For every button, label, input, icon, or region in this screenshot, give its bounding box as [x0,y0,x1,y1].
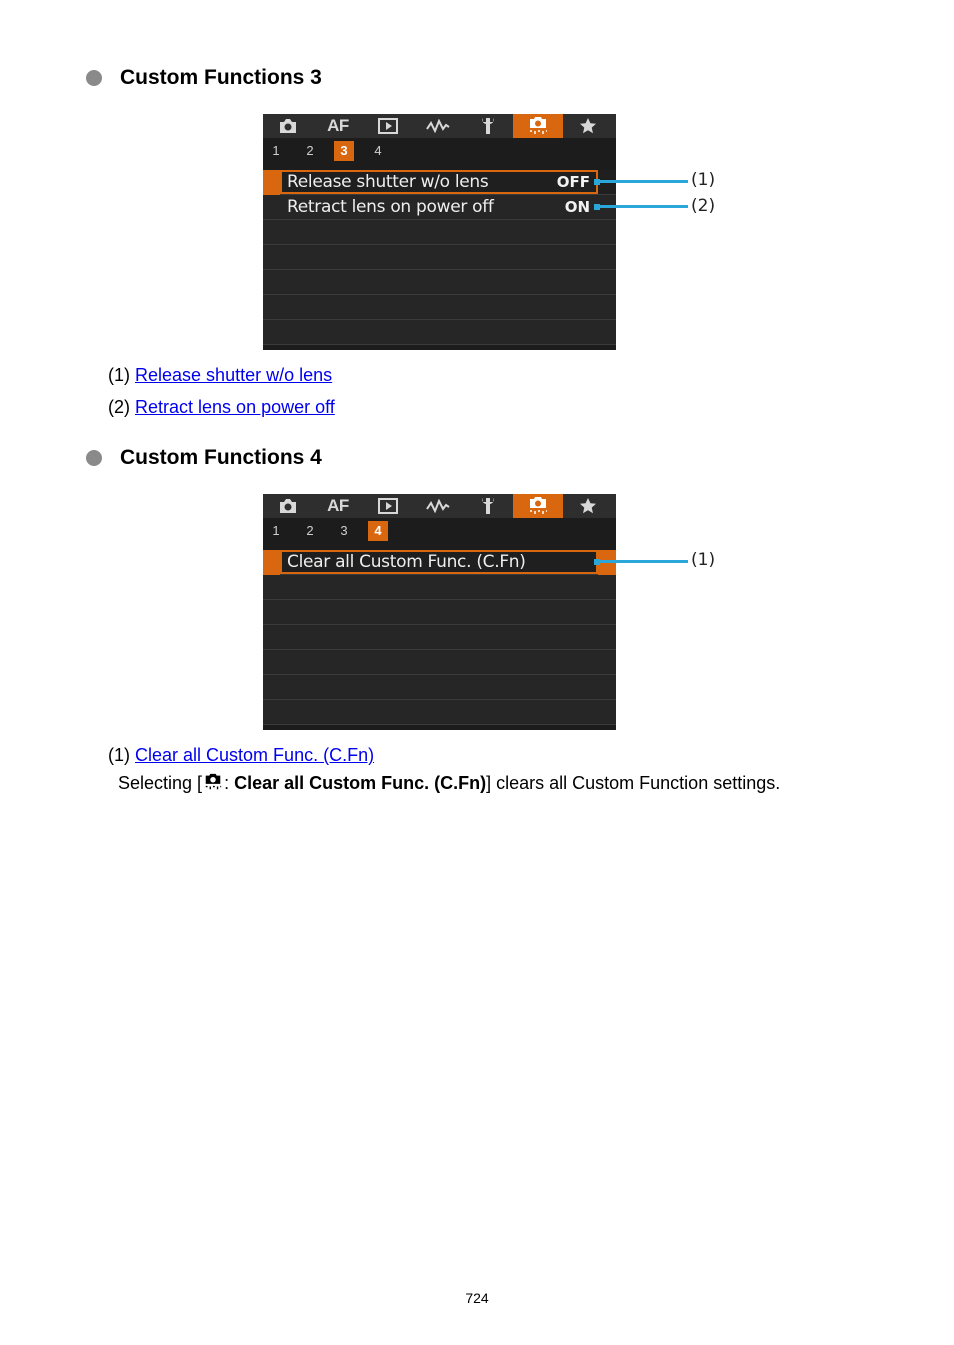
reference-number: (1) [108,365,130,385]
tab-wireless[interactable] [413,114,463,138]
menu-item-empty [263,220,616,245]
tab-bar [263,494,616,518]
section-header-cf3 [86,66,322,90]
tab-shooting[interactable] [263,494,313,518]
subtab-1[interactable]: 1 [272,523,280,538]
release-shutter-link[interactable]: Release shutter w/o lens [135,365,333,385]
subtab-2[interactable]: 2 [306,143,314,158]
tab-playback[interactable] [363,114,413,138]
custom-functions-icon [527,496,549,516]
reference-number: (2) [108,397,130,417]
menu-item-empty [263,700,616,725]
subtab-bar [263,138,616,162]
bullet-icon [86,450,102,466]
description-text: Selecting [ : Clear all Custom Func. (C.Fn)] clears all Custom Function settings. [118,772,780,797]
description-bold: Clear all Custom Func. (C.Fn) [234,773,487,793]
menu-item-empty [263,675,616,700]
menu-item-empty [263,600,616,625]
clear-all-cfn-link[interactable]: Clear all Custom Func. (C.Fn) [135,745,375,765]
callout-line [598,560,688,563]
menu-item-empty [263,575,616,600]
selection-marker [263,550,280,575]
subtab-3[interactable]: 3 [334,141,354,161]
reference-item [108,365,332,386]
page-number: 724 [465,1290,489,1306]
menu-item-empty [263,320,616,345]
section-header-cf4 [86,446,322,470]
tab-af[interactable]: AF [327,116,349,135]
callout-label-1: (1) [691,170,716,190]
tab-shooting[interactable] [263,114,313,138]
camera-icon [278,118,298,134]
menu-item-release-shutter[interactable] [263,170,616,195]
tab-setup[interactable] [463,494,513,518]
menu-item-empty [263,650,616,675]
custom-functions-icon [203,772,223,797]
bullet-icon [86,70,102,86]
menu-item-empty [263,625,616,650]
subtab-bar [263,518,616,542]
menu-item-retract-lens[interactable] [263,195,616,220]
subtab-4[interactable]: 4 [374,143,382,158]
section-title: Custom Functions 3 [120,66,322,89]
subtab-2[interactable]: 2 [306,523,314,538]
wrench-icon [480,117,496,135]
tab-bar [263,114,616,138]
star-icon [579,117,597,135]
menu-item-label: Release shutter w/o lens [287,172,489,192]
menu-item-empty [263,270,616,295]
reference-item [108,397,335,418]
camera-menu-screen-cf3 [263,114,616,350]
reference-item [108,745,374,766]
menu-item-value: OFF [556,173,590,191]
retract-lens-link[interactable]: Retract lens on power off [135,397,335,417]
custom-functions-icon [527,116,549,136]
callout-label-1: (1) [691,550,716,570]
tab-custom-functions[interactable] [513,494,563,518]
section-title: Custom Functions 4 [120,446,322,469]
tab-my-menu[interactable] [563,494,613,518]
menu-item-label: Retract lens on power off [287,197,494,217]
camera-icon [278,498,298,514]
tab-wireless[interactable] [413,494,463,518]
wireless-icon [426,499,450,513]
subtab-3[interactable]: 3 [340,523,348,538]
callout-line [598,180,688,183]
menu-item-value: ON [564,198,590,216]
subtab-1[interactable]: 1 [272,143,280,158]
tab-af[interactable]: AF [327,496,349,515]
camera-menu-screen-cf4 [263,494,616,730]
wrench-icon [480,497,496,515]
menu-item-empty [263,295,616,320]
playback-icon [378,498,398,514]
tab-setup[interactable] [463,114,513,138]
menu-item-label: Clear all Custom Func. (C.Fn) [287,552,526,572]
tab-my-menu[interactable] [563,114,613,138]
subtab-4[interactable]: 4 [368,521,388,541]
star-icon [579,497,597,515]
menu-item-empty [263,245,616,270]
callout-line [598,205,688,208]
tab-playback[interactable] [363,494,413,518]
playback-icon [378,118,398,134]
reference-number: (1) [108,745,130,765]
selection-marker [263,170,280,195]
callout-label-2: (2) [691,196,716,216]
menu-item-clear-all-cfn[interactable] [263,550,616,575]
tab-custom-functions[interactable] [513,114,563,138]
wireless-icon [426,119,450,133]
